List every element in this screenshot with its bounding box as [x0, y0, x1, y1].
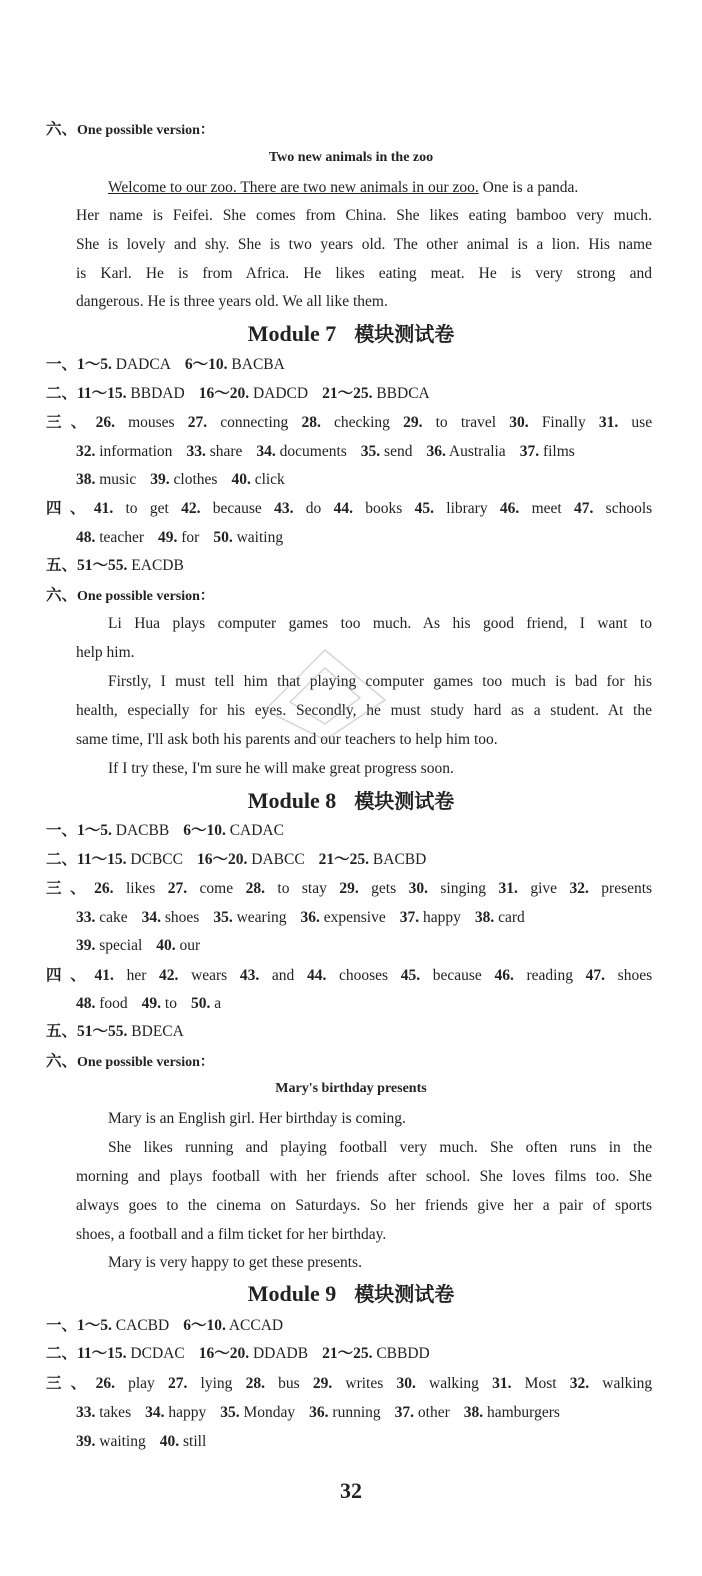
question-number: 44. [333, 500, 353, 517]
question-number: 33. [76, 1404, 96, 1421]
answer-text: CADAC [229, 822, 284, 839]
answer-text: special [99, 937, 143, 954]
question-number: 一、 [46, 822, 78, 839]
essay-line: morning and plays football with her friends after school. She loves films too. She [76, 1168, 652, 1185]
answer-row [76, 442, 652, 462]
answer-row [46, 384, 652, 404]
answer-text: and [271, 967, 295, 984]
answer-text: meet [531, 500, 562, 517]
question-number: 46. [499, 500, 520, 517]
question-number: 36. [309, 1404, 329, 1421]
question-number: 35. [360, 443, 381, 460]
answer-row [46, 1344, 652, 1364]
question-number: 42. [159, 967, 179, 984]
essay-line: dangerous. He is three years old. We all like them. [76, 293, 388, 310]
question-number: 二、 [46, 1345, 78, 1362]
question-number: 26. [94, 880, 114, 897]
page-number: 32 [340, 1478, 362, 1503]
answer-text: One possible version： [77, 589, 214, 604]
answer-text: writes [345, 1375, 384, 1392]
answer-text: Finally [541, 414, 586, 431]
answer-text: documents [279, 443, 347, 460]
question-number: 1～5. [77, 356, 112, 373]
answer-text: CACBD [115, 1317, 170, 1334]
question-number: 46. [494, 967, 514, 984]
answer-text: EACDB [131, 557, 184, 574]
question-number: 35. [220, 1404, 240, 1421]
question-number: 21～25. [318, 851, 370, 868]
question-number: 30. [509, 414, 529, 431]
answer-row [46, 586, 652, 607]
essay-line: Li Hua plays computer games too much. As his good friend, I want to [108, 615, 652, 632]
question-number: 1～5. [77, 822, 112, 839]
answer-row [46, 1022, 652, 1042]
question-number: 34. [256, 443, 276, 460]
answer-text: play [128, 1375, 155, 1392]
question-number: 28. [245, 880, 265, 897]
essay-line: Mary is very happy to get these presents. [108, 1254, 362, 1271]
question-number: 30. [408, 880, 428, 897]
question-number: 31. [492, 1375, 512, 1392]
essay-line: She likes running and playing football very much. She often runs in the [108, 1139, 652, 1156]
question-number: 37. [519, 443, 540, 460]
module-8-heading: Module 8 模块测试卷 [247, 788, 455, 813]
question-number: 36. [426, 443, 446, 460]
question-number: 21～25. [322, 1345, 373, 1362]
question-number: 29. [312, 1375, 333, 1392]
answer-text: DADCA [115, 356, 171, 373]
answer-text: to travel [435, 414, 497, 431]
answer-text: still [183, 1433, 207, 1450]
essay-line: same time, I'll ask both his parents and our teachers to help him too. [76, 731, 498, 748]
question-number: 16～20. [196, 851, 248, 868]
watermark-stamp-icon [245, 640, 405, 750]
answer-row [76, 470, 652, 490]
essay-line: Firstly, I must tell him that playing computer games too much is bad for his [108, 673, 652, 690]
answer-text: shoes [164, 909, 200, 926]
question-number: 39. [76, 937, 96, 954]
answer-text: reading [526, 967, 573, 984]
question-number: 32. [76, 443, 96, 460]
essay-line: is Karl. He is from Africa. He likes eating meat. He is very strong and [76, 265, 652, 282]
question-number: 四、 [46, 500, 94, 517]
answer-row [46, 966, 652, 986]
answer-text: singing [440, 880, 487, 897]
question-number: 29. [339, 880, 359, 897]
answer-text: Australia [448, 443, 506, 460]
question-number: 31. [598, 414, 619, 431]
answer-text: to stay [277, 880, 327, 897]
question-number: 43. [274, 500, 294, 517]
answer-text: running [332, 1404, 381, 1421]
answer-text: to get [125, 500, 169, 517]
answer-text: food [99, 995, 128, 1012]
essay-line: If I try these, I'm sure he will make great progress soon. [108, 760, 454, 777]
answer-row [76, 1403, 652, 1423]
question-number: 六、 [46, 587, 78, 604]
answer-text: for [181, 529, 200, 546]
answer-text: Monday [243, 1404, 296, 1421]
question-number: 37. [399, 909, 420, 926]
answer-text: BDECA [131, 1023, 184, 1040]
question-number: 28. [245, 1375, 265, 1392]
answer-text: DABCC [251, 851, 305, 868]
question-number: 16～20. [198, 1345, 250, 1362]
answer-text: library [446, 500, 488, 517]
answer-text: books [365, 500, 403, 517]
answer-row [76, 908, 652, 928]
answer-text: information [99, 443, 173, 460]
question-number: 43. [239, 967, 260, 984]
answer-text: a [214, 995, 222, 1012]
question-number: 40. [156, 937, 176, 954]
question-number: 21～25. [322, 385, 373, 402]
question-number: 48. [76, 995, 96, 1012]
answer-text: expensive [323, 909, 386, 926]
question-number: 二、 [46, 385, 78, 402]
question-number: 30. [396, 1375, 416, 1392]
question-number: 50. [190, 995, 211, 1012]
answer-row [46, 1316, 652, 1336]
answer-text: walking [602, 1375, 653, 1392]
answer-row [46, 413, 652, 433]
answer-text: waiting [236, 529, 284, 546]
question-number: 五、 [46, 1023, 78, 1040]
essay-line: Welcome to our zoo. There are two new animals in our zoo. One is a panda. [108, 179, 579, 196]
answer-text: because [212, 500, 262, 517]
answer-text: lying [200, 1375, 233, 1392]
question-number: 34. [141, 909, 162, 926]
essay-line: Her name is Feifei. She comes from China. She likes eating bamboo very much. [76, 207, 652, 224]
question-number: 27. [187, 414, 208, 431]
question-number: 50. [213, 529, 233, 546]
answer-text: card [498, 909, 525, 926]
question-number: 40. [159, 1433, 180, 1450]
answer-text: click [254, 471, 285, 488]
answer-text: presents [601, 880, 653, 897]
answer-text: BACBA [231, 356, 285, 373]
question-number: 28. [301, 414, 321, 431]
question-number: 11～15. [77, 851, 127, 868]
question-number: 41. [94, 967, 114, 984]
question-number: 44. [306, 967, 327, 984]
answer-text: hamburgers [487, 1404, 560, 1421]
question-number: 45. [414, 500, 434, 517]
answer-row [46, 499, 652, 519]
essay-line: shoes, a football and a film ticket for her birthday. [76, 1226, 387, 1243]
question-number: 1～5. [77, 1317, 112, 1334]
answer-text: because [432, 967, 482, 984]
question-number: 6～10. [183, 822, 226, 839]
question-number: 39. [150, 471, 170, 488]
question-number: 三、 [46, 1375, 96, 1392]
question-number: 45. [400, 967, 421, 984]
question-number: 41. [93, 500, 114, 517]
question-number: 二、 [46, 851, 78, 868]
question-number: 35. [213, 909, 233, 926]
answer-text: schools [605, 500, 653, 517]
question-number: 一、 [46, 1317, 78, 1334]
essay-title: Two new animals in the zoo [268, 150, 434, 165]
answer-row [46, 1052, 652, 1073]
answer-text: music [99, 471, 137, 488]
question-number: 五、 [46, 557, 78, 574]
answer-row [46, 1374, 652, 1394]
answer-text: wearing [236, 909, 287, 926]
answer-row [76, 936, 652, 956]
question-number: 39. [76, 1433, 96, 1450]
question-number: 16～20. [198, 385, 250, 402]
answer-text: CBBDD [376, 1345, 430, 1362]
answer-text: DCDAC [130, 1345, 185, 1362]
question-number: 6～10. [183, 1317, 226, 1334]
answer-text: DACBB [115, 822, 170, 839]
answer-text: likes [125, 880, 156, 897]
question-number: 11～15. [77, 1345, 127, 1362]
answer-text: films [542, 443, 575, 460]
question-number: 38. [76, 471, 96, 488]
answer-text: cake [99, 909, 128, 926]
answer-text: DADCD [252, 385, 309, 402]
essay-line: always goes to the cinema on Saturdays. So her friends give her a pair of sports [76, 1197, 652, 1214]
answer-text: BBDAD [130, 385, 185, 402]
essay-line: She is lovely and shy. She is two years old. The other animal is a lion. His name [76, 236, 652, 253]
answer-text: use [631, 414, 653, 431]
module-9-heading: Module 9 模块测试卷 [247, 1281, 455, 1306]
answer-text: shoes [617, 967, 653, 984]
answer-text: her [126, 967, 147, 984]
answer-text: come [199, 880, 234, 897]
essay-line: Mary is an English girl. Her birthday is coming. [108, 1110, 406, 1127]
question-number: 40. [231, 471, 251, 488]
question-number: 37. [394, 1404, 415, 1421]
question-number: 六、 [46, 1053, 78, 1070]
question-number: 11～15. [77, 385, 127, 402]
answer-text: connecting [220, 414, 289, 431]
answer-row [76, 1432, 652, 1452]
essay-title: Mary's birthday presents [275, 1081, 427, 1096]
question-number: 47. [573, 500, 594, 517]
question-number: 32. [569, 1375, 590, 1392]
question-number: 6～10. [184, 356, 228, 373]
answer-text: share [209, 443, 243, 460]
question-number: 48. [76, 529, 96, 546]
answer-text: wears [191, 967, 228, 984]
question-number: 三、 [46, 880, 95, 897]
question-number: 四、 [46, 967, 95, 984]
question-number: 33. [186, 443, 206, 460]
section-six-heading: 六、One possible version： [46, 121, 214, 138]
question-number: 49. [141, 995, 162, 1012]
answer-text: chooses [338, 967, 389, 984]
question-number: 29. [403, 414, 423, 431]
question-number: 33. [76, 909, 96, 926]
question-number: 51～55. [77, 557, 128, 574]
answer-text: waiting [99, 1433, 146, 1450]
question-number: 27. [167, 880, 188, 897]
answer-text: takes [99, 1404, 132, 1421]
question-number: 27. [167, 1375, 188, 1392]
question-number: 一、 [46, 356, 78, 373]
answer-text: gets [371, 880, 397, 897]
answer-text: bus [278, 1375, 300, 1392]
answer-text: to [164, 995, 177, 1012]
answer-row [46, 355, 652, 375]
question-number: 26. [95, 1375, 115, 1392]
answer-text: teacher [99, 529, 144, 546]
answer-text: clothes [173, 471, 218, 488]
answer-row [46, 850, 652, 870]
answer-text: mouses [128, 414, 175, 431]
answer-text: do [305, 500, 322, 517]
question-number: 34. [145, 1404, 165, 1421]
answer-row [46, 821, 652, 841]
answer-text: send [384, 443, 413, 460]
module-7-heading: Module 7 模块测试卷 [247, 321, 455, 346]
answer-text: walking [429, 1375, 479, 1392]
answer-text: DCBCC [130, 851, 183, 868]
question-number: 49. [158, 529, 178, 546]
answer-text: BBDCA [376, 385, 430, 402]
answer-row [76, 994, 652, 1014]
answer-text: DDADB [252, 1345, 309, 1362]
question-number: 26. [95, 414, 115, 431]
question-number: 36. [300, 909, 320, 926]
question-number: 38. [463, 1404, 484, 1421]
answer-text: One possible version： [77, 1055, 214, 1070]
answer-text: other [417, 1404, 450, 1421]
answer-text: Most [524, 1375, 557, 1392]
question-number: 51～55. [77, 1023, 128, 1040]
answer-text: BACBD [372, 851, 427, 868]
answer-text: happy [168, 1404, 207, 1421]
question-number: 32. [569, 880, 589, 897]
answer-text: checking [333, 414, 390, 431]
question-number: 31. [498, 880, 518, 897]
answer-text: our [179, 937, 201, 954]
answer-text: ACCAD [228, 1317, 284, 1334]
question-number: 38. [474, 909, 495, 926]
answer-row [46, 556, 652, 576]
essay-line: help him. [76, 644, 135, 661]
answer-text: give [530, 880, 558, 897]
answer-row [76, 528, 652, 548]
question-number: 42. [181, 500, 201, 517]
question-number: 三、 [46, 414, 96, 431]
answer-text: happy [423, 909, 461, 926]
essay-line: health, especially for his eyes. Secondly, he must study hard as a student. At the [76, 702, 652, 719]
question-number: 47. [585, 967, 606, 984]
answer-row [46, 879, 652, 899]
